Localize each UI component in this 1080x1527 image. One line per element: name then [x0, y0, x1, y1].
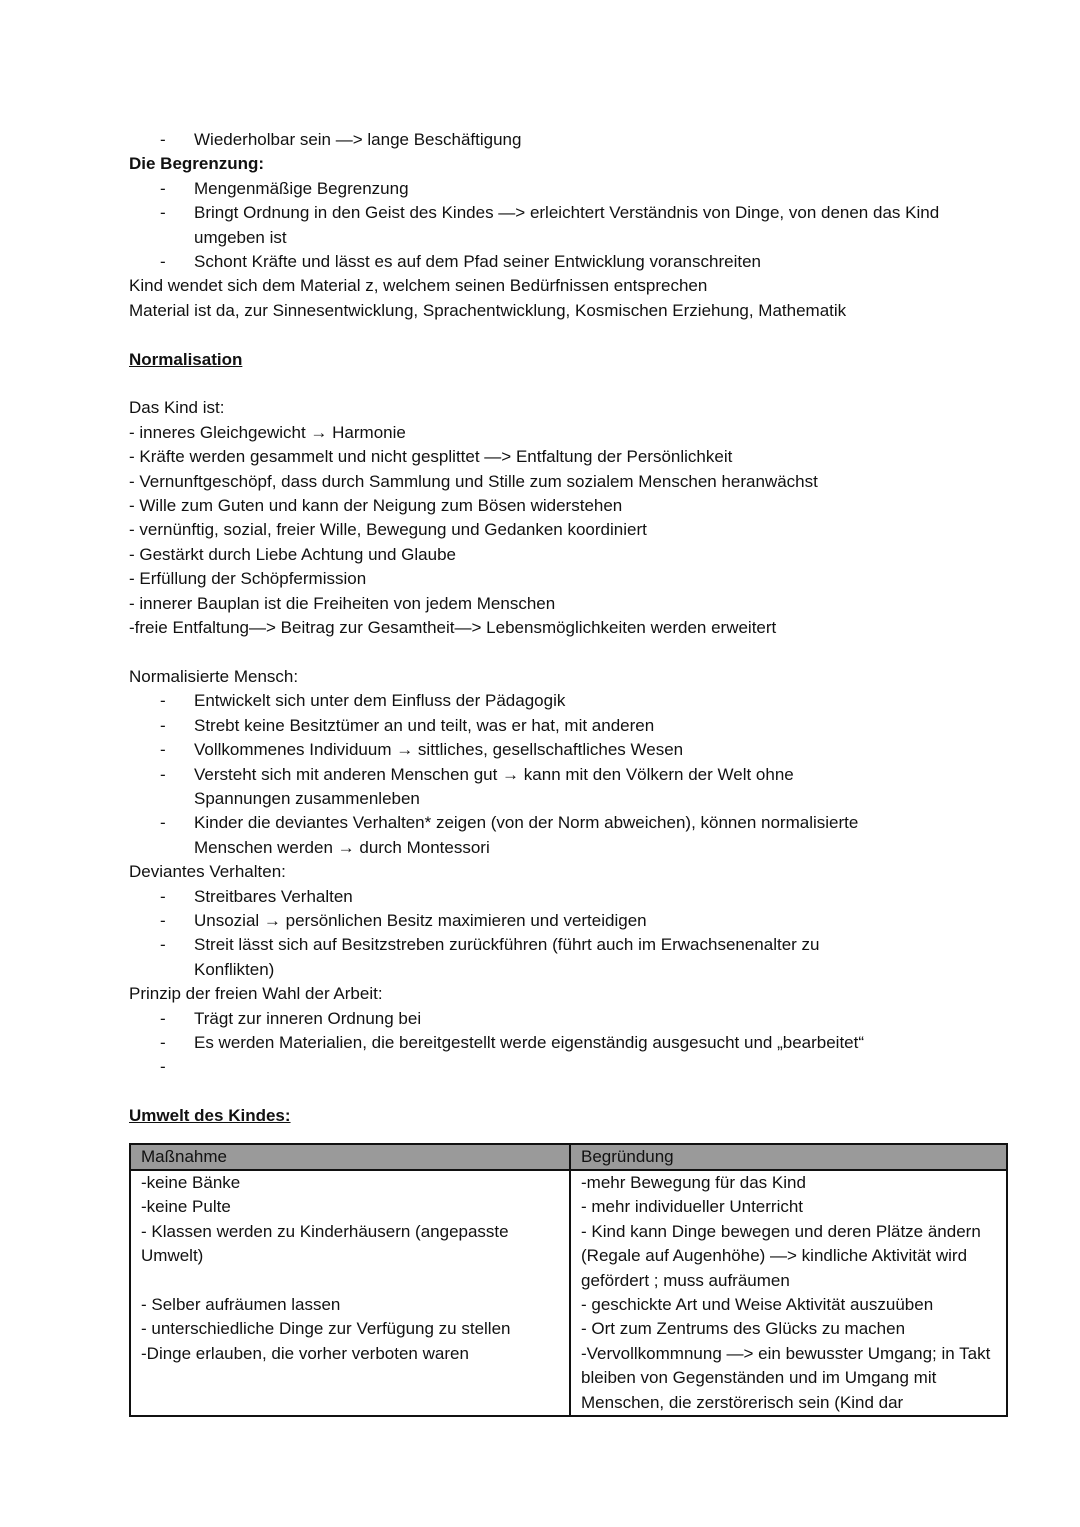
text-line: - innerer Bauplan ist die Freiheiten von jedem Menschen: [129, 593, 556, 613]
section-title-deviantes: Deviantes Verhalten:: [129, 862, 286, 882]
section-title-umwelt: Umwelt des Kindes:: [129, 1106, 291, 1126]
list-item: - Versteht sich mit anderen Menschen gut → kann mit den Völkern der Welt ohne Spannungen zusammenleben: [129, 763, 854, 812]
cell-line: [141, 1269, 559, 1293]
cell-line: - unterschiedliche Dinge zur Verfügung zu stellen: [141, 1319, 511, 1339]
cell-line: - Ort zum Zentrums des Glücks zu machen: [581, 1319, 906, 1339]
list-item: - Vollkommenes Individuum → sittliches, gesellschaftliches Wesen: [129, 738, 1009, 762]
text-line: Material ist da, zur Sinnesentwicklung, Sprachentwicklung, Kosmischen Erziehung, Mathematik: [129, 300, 847, 320]
cell-line: - Kind kann Dinge bewegen und deren Plätze ändern (Regale auf Augenhöhe) —> kindliche Aktivität wird gefördert ; muss aufräumen: [581, 1221, 981, 1290]
table-cell-massnahme: [130, 1170, 570, 1416]
text-line: - vernünftig, sozial, freier Wille, Bewegung und Gedanken koordiniert: [129, 520, 647, 540]
text-line: - inneres Gleichgewicht → Harmonie: [129, 422, 406, 442]
text-line: - Erfüllung der Schöpfermission: [129, 569, 367, 589]
cell-line: -Dinge erlauben, die vorher verboten waren: [141, 1343, 469, 1363]
cell-line: -keine Bänke: [141, 1172, 241, 1192]
text-line: Kind wendet sich dem Material z, welchem seinen Bedürfnissen entsprechen: [129, 276, 708, 296]
list-item: - Kinder die deviantes Verhalten* zeigen (von der Norm abweichen), können normalisierte Menschen werden → durch Montessori: [129, 811, 934, 860]
begrenzung-list: [129, 177, 1009, 275]
deviantes-list: [129, 885, 1009, 983]
cell-line: -Vervollkommnung —> ein bewusster Umgang; in Takt bleiben von Gegenständen und im Umgang mit Menschen, die zerstörerisch sein (Kind dar: [581, 1343, 991, 1412]
section-title-normalisation: Normalisation: [129, 349, 243, 369]
list-item: - Bringt Ordnung in den Geist des Kindes —> erleichtert Verständnis von Dinge, von denen das Kind umgeben ist: [129, 201, 954, 250]
section-title-normalisierte-mensch: Normalisierte Mensch:: [129, 666, 299, 686]
list-item: - Strebt keine Besitztümer an und teilt, was er hat, mit anderen: [129, 714, 1009, 738]
cell-line: - mehr individueller Unterricht: [581, 1197, 804, 1217]
list-item: - Unsozial → persönlichen Besitz maximieren und verteidigen: [129, 909, 1009, 933]
text-line: -freie Entfaltung—> Beitrag zur Gesamtheit—> Lebensmöglichkeiten werden erweitert: [129, 618, 777, 638]
table-cell-begruendung: [570, 1170, 1007, 1416]
list-item: - Wiederholbar sein —> lange Beschäftigung: [129, 128, 1009, 152]
table-header-row: [130, 1144, 1007, 1170]
section-title-begrenzung: Die Begrenzung:: [129, 154, 265, 174]
cell-line: - Klassen werden zu Kinderhäusern (angepasste Umwelt): [141, 1221, 509, 1266]
list-item: - Mengenmäßige Begrenzung: [129, 177, 1009, 201]
text-line: - Vernunftgeschöpf, dass durch Sammlung und Stille zum sozialem Menschen heranwächst: [129, 471, 818, 491]
section-title-prinzip: Prinzip der freien Wahl der Arbeit:: [129, 984, 383, 1004]
list-item: - Entwickelt sich unter dem Einfluss der Pädagogik: [129, 689, 1009, 713]
list-item: - Es werden Materialien, die bereitgestellt werde eigenständig ausgesucht und „bearbeitet“: [129, 1031, 1009, 1055]
table-header-massnahme: Maßnahme: [130, 1144, 570, 1170]
intro-list: [129, 128, 1009, 152]
text-line: - Gestärkt durch Liebe Achtung und Glaube: [129, 544, 456, 564]
cell-line: - Selber aufräumen lassen: [141, 1295, 341, 1314]
table-header-begruendung: Begründung: [570, 1144, 1007, 1170]
text-line: - Kräfte werden gesammelt und nicht gesplittet —> Entfaltung der Persönlichkeit: [129, 447, 733, 467]
cell-line: - geschickte Art und Weise Aktivität auszuüben: [581, 1295, 934, 1315]
list-item: - Streit lässt sich auf Besitzstreben zurückführen (führt auch im Erwachsenenalter zu Konflikten): [129, 933, 884, 982]
cell-line: -mehr Bewegung für das Kind: [581, 1172, 806, 1192]
normalisierte-mensch-list: [129, 689, 1009, 860]
list-item: - Trägt zur inneren Ordnung bei: [129, 1007, 1009, 1031]
list-item: - Schont Kräfte und lässt es auf dem Pfad seiner Entwicklung voranschreiten: [129, 250, 1009, 274]
umwelt-table: [129, 1143, 1008, 1417]
table-row: [130, 1170, 1007, 1416]
cell-line: -keine Pulte: [141, 1197, 231, 1217]
text-line: - Wille zum Guten und kann der Neigung zum Bösen widerstehen: [129, 496, 623, 516]
document-page: [129, 128, 1009, 1417]
text-line: Das Kind ist:: [129, 398, 225, 418]
list-item: [129, 1055, 1009, 1079]
prinzip-list: [129, 1007, 1009, 1080]
list-item: - Streitbares Verhalten: [129, 885, 1009, 909]
